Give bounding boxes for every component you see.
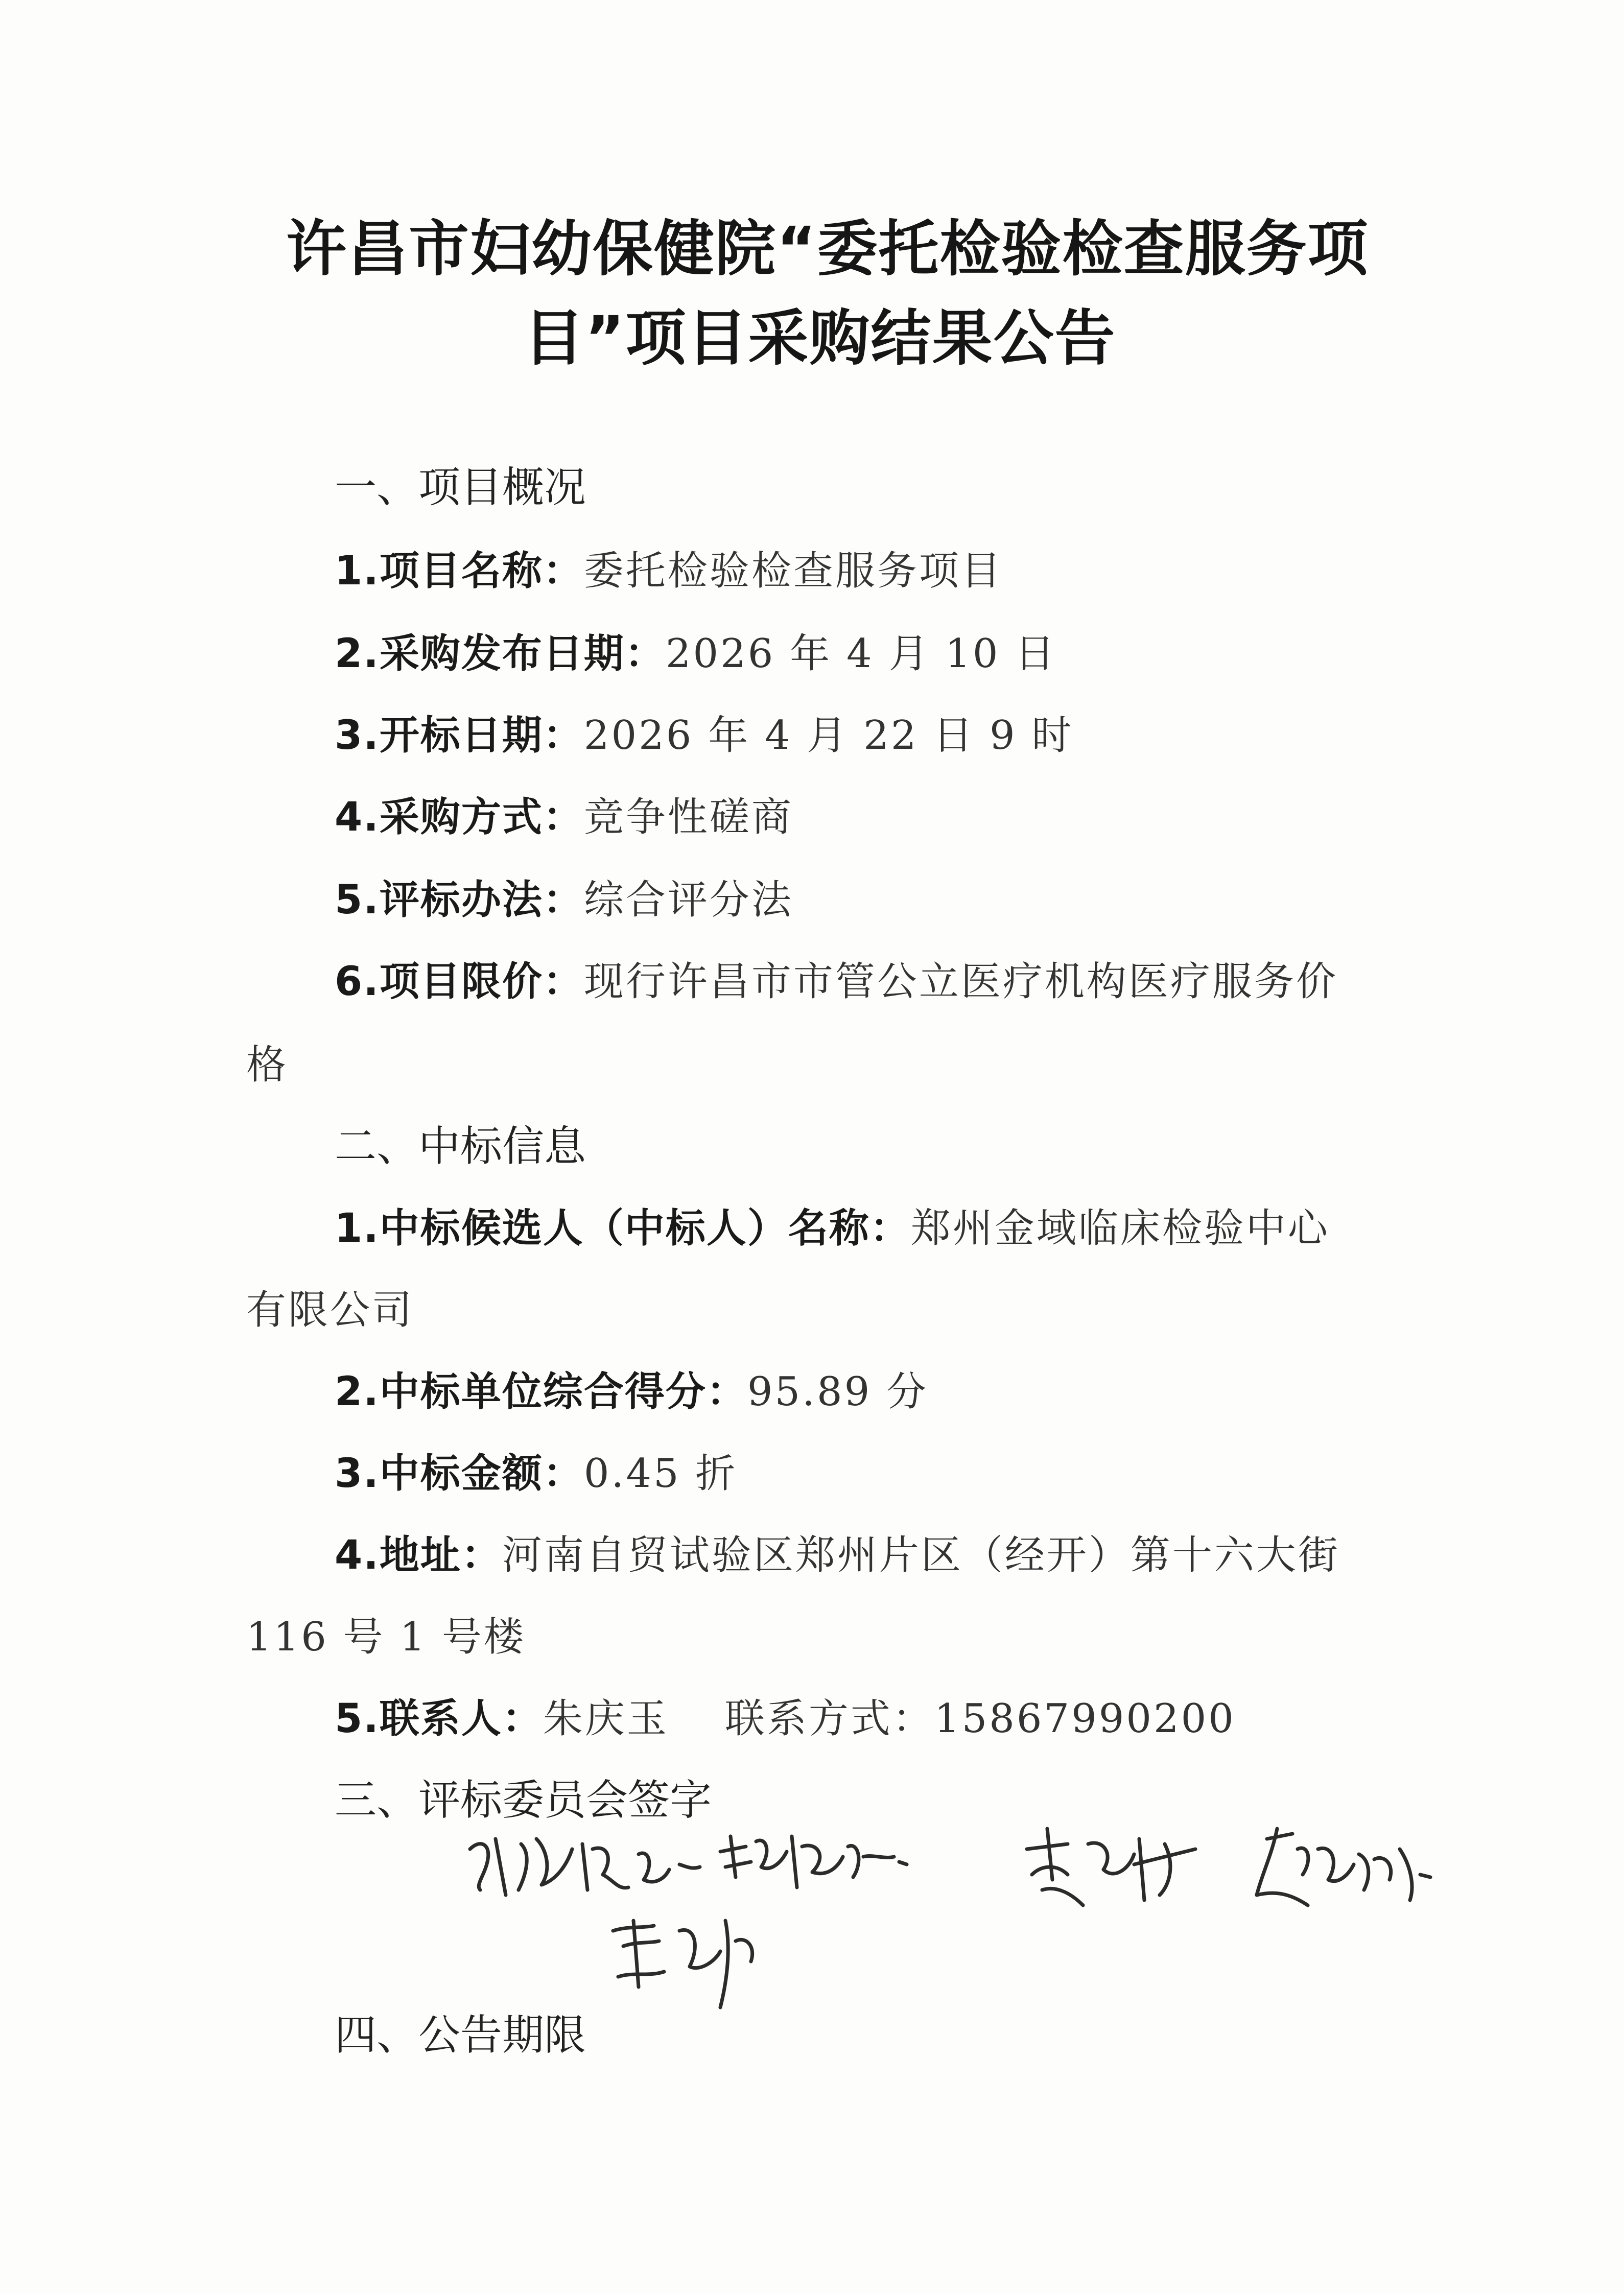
- item-value: 河南自贸试验区郑州片区（经开）第十六大街: [502, 1532, 1340, 1578]
- title-line-2: 目”项目采购结果公告: [524, 303, 1116, 373]
- item-price-limit: [335, 956, 1382, 1007]
- item-price-limit-continuation: 格: [246, 1042, 289, 1088]
- item-evaluation-method: [335, 874, 1382, 926]
- section-2-heading: 二、中标信息: [335, 1122, 586, 1171]
- item-value: 竞争性磋商: [583, 794, 793, 840]
- item-publish-date: [335, 628, 1382, 679]
- signature-5: [603, 1900, 766, 2018]
- section-4-heading: 四、公告期限: [335, 2011, 586, 2060]
- item-winning-bidder-continuation: 有限公司: [246, 1287, 414, 1333]
- title-line-1: 许昌市妇幼保健院“委托检验检查服务项: [286, 214, 1369, 284]
- item-value: 郑州金域临床检验中心: [910, 1205, 1330, 1251]
- item-label: 3.开标日期：: [335, 713, 584, 759]
- item-procurement-method: [335, 792, 1382, 843]
- item-label: 2.中标单位综合得分：: [335, 1369, 747, 1415]
- item-label: 5.评标办法：: [335, 877, 584, 923]
- item-bid-opening-date: [335, 710, 1382, 761]
- item-address-continuation: 116 号 1 号楼: [246, 1614, 526, 1660]
- item-value: 95.89 分: [747, 1369, 928, 1415]
- document-title: [286, 204, 1400, 383]
- item-project-name: [335, 546, 1382, 597]
- section-3-heading: 三、评标委员会签字: [335, 1776, 712, 1825]
- signature-3: [1011, 1818, 1216, 1915]
- signature-2: [710, 1816, 914, 1903]
- item-label: 1.项目名称：: [335, 548, 584, 594]
- contact-method-label: 联系方式：: [724, 1696, 934, 1742]
- item-value: 现行许昌市市管公立医疗机构医疗服务价: [583, 959, 1338, 1005]
- item-winning-bidder: [335, 1203, 1382, 1254]
- item-score: [335, 1366, 1382, 1417]
- item-label: 4.地址：: [335, 1532, 502, 1578]
- item-value: 2026 年 4 月 10 日: [665, 631, 1057, 677]
- item-label: 5.联系人：: [335, 1696, 543, 1742]
- section-1-heading: 一、项目概况: [335, 463, 586, 512]
- item-value: 综合评分法: [583, 877, 793, 923]
- item-label: 1.中标候选人（中标人）名称：: [335, 1205, 911, 1251]
- item-label: 2.采购发布日期：: [335, 631, 666, 677]
- item-label: 6.项目限价：: [335, 959, 584, 1005]
- item-value: 委托检验检查服务项目: [583, 548, 1003, 594]
- item-address: [335, 1530, 1382, 1581]
- contact-method-value: 15867990200: [934, 1696, 1236, 1742]
- signature-4: [1246, 1818, 1441, 1915]
- item-label: 3.中标金额：: [335, 1451, 584, 1497]
- item-value: 0.45 折: [583, 1451, 738, 1497]
- item-label: 4.采购方式：: [335, 794, 584, 840]
- signature-1: [460, 1818, 725, 1905]
- item-amount: [335, 1448, 1382, 1499]
- item-contact: [335, 1693, 1382, 1744]
- item-value: 朱庆玉: [543, 1696, 669, 1742]
- item-value: 2026 年 4 月 22 日 9 时: [583, 713, 1074, 759]
